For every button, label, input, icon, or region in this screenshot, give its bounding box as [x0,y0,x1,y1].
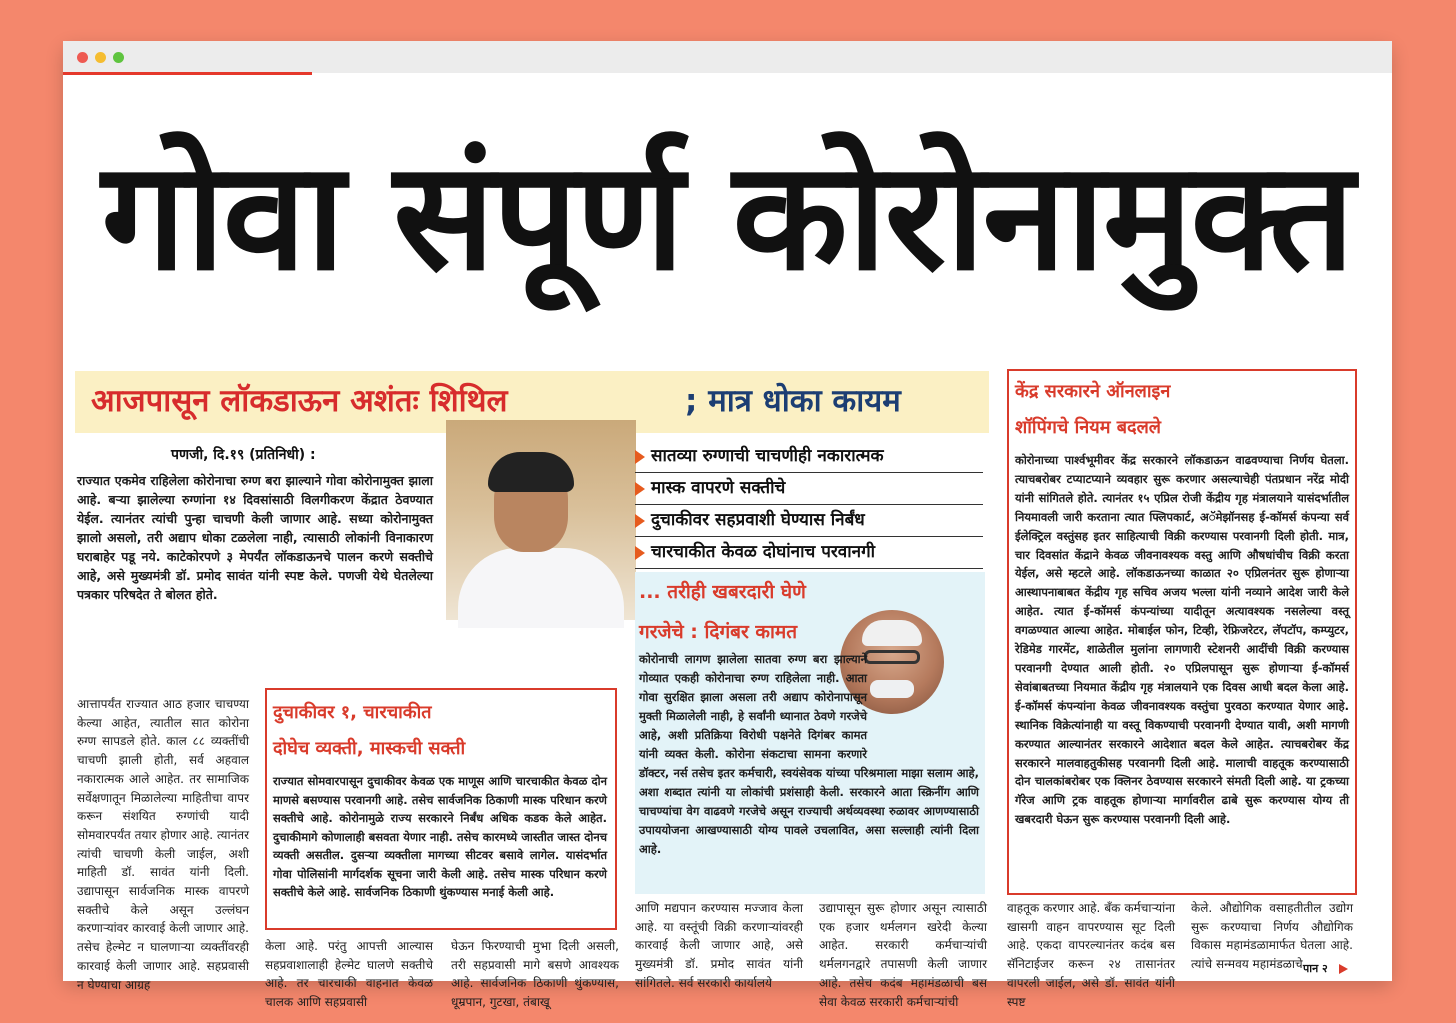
page-number: पान २ [1303,962,1328,975]
two-wheeler-title-line2: दोघेच व्यक्ती, मास्कची सक्ती [273,738,466,759]
chief-minister-photo [446,420,636,620]
arrow-right-icon [635,482,645,496]
minimize-window-icon[interactable] [95,52,106,63]
arrow-right-icon [635,514,645,528]
online-shopping-box [1007,369,1357,895]
column-2-bottom-text: केला आहे. परंतु आपत्ती आल्यास सहप्रवाशालाही हेल्मेट घालणे सक्तीचे आहे. तर चारचाकी वाहनात केवळ चालक आणि सहप्रवासी [265,939,433,1010]
highlight-item: चारचाकीत केवळ दोघांनाच परवानगी [635,537,983,569]
kamat-title-line1: ... तरीही खबरदारी घेणे [639,581,806,603]
column-5-bottom-text: उद्यापासून सुरू होणार असून त्यासाठी एक हजार थर्मलगन खरेदी केल्या आहेत. सरकारी कर्मचाऱ्यांची थर्मलगनद्वारे तपासणी केली जाणार आहे. तसेच कदंब महामंडळाची बस सेवा केवळ सरकारी कर्मचाऱ्यांची [819,901,987,1009]
column-6-bottom-text: वाहतूक करणार आहे. बँक कर्मचाऱ्यांना खासगी वाहन वापरण्यास सूट दिली आहे. एकदा वापरल्यानंतर कदंब बस सॅनिटाईजर करून २४ तासानंतर वापरली जाईल, असे डॉ. सावंत यांनी स्पष्ट [1007,901,1175,1009]
column-1-text: आत्तापर्यंत राज्यात आठ हजार चाचण्या केल्या आहेत, त्यातील सात कोरोना रुग्ण सापडले होते. काल ८८ व्यक्तींची चाचणी झाली होती, सर्व अहवाल नकारात्मक आले आहेत. तर सामाजिक सर्वेक्षणातून मिळालेल्या माहितीचा वापर करून संशयित रुग्णांची यादी सोमवारपर्यंत तयार होणार आहे. त्यानंतर त्यांची चाचणी केली जाईल, अशी माहिती डॉ. सावंत यांनी दिली. उद्यापासून सार्वजनिक मास्क वापरणे सक्तीचे केले असून उल्लंघन करणाऱ्यांवर कारवाई केली जाणार आहे. तसेच हेल्मेट न घालणाऱ्या व्यक्तींवरही कारवाई केली जाणार आहे. सहप्रवासी न घेण्याचा आग्रह [77,697,249,992]
photo-spacer [867,650,979,764]
kamat-title-line2: गरजेचे : दिगंबर कामत [639,621,798,643]
two-wheeler-title-line1: दुचाकीवर १, चारचाकीत [273,702,432,723]
online-shopping-title-line1: केंद्र सरकारने ऑनलाइन [1015,381,1171,402]
column-4-bottom-text: आणि मद्यपान करण्यास मज्जाव केला आहे. या वस्तूंची विक्री करणाऱ्यांवरही कारवाई केली जाणार आहे, असे मुख्यमंत्री डॉ. प्रमोद सावंत यांनी सांगितले. सर्व सरकारी कार्यालये [635,901,803,990]
kamat-sidebar [635,572,985,894]
arrow-right-icon [635,546,645,560]
two-wheeler-box [265,688,617,930]
page-arrow-icon [1339,964,1348,974]
dateline: पणजी, दि.१९ (प्रतिनिधी) : [171,447,316,463]
highlight-item: मास्क वापरणे सक्तीचे [635,473,983,505]
maximize-window-icon[interactable] [113,52,124,63]
highlight-item: दुचाकीवर सहप्रवाशी घेण्यास निर्बंध [635,505,983,537]
subheadline-blue: ; मात्र धोका कायम [685,383,901,419]
headline: गोवा संपूर्ण कोरोनामुक्त [101,130,1353,304]
online-shopping-title-line2: शॉपिंगचे नियम बदलले [1015,417,1161,438]
subheadline-red: आजपासून लॉकडाऊन अशंतः शिथिल [91,383,508,419]
close-window-icon[interactable] [77,52,88,63]
browser-window [63,41,1392,1010]
online-shopping-text: कोरोनाच्या पार्श्वभूमीवर केंद्र सरकारने लॉकडाऊन वाढवण्याचा निर्णय घेतला. त्याचबरोबर टप्याटप्याने व्यवहार सुरू करणार असल्याचेही पंतप्रधान नरेंद्र मोदी यांनी सांगितले होते. त्यानंतर १५ एप्रिल रोजी केंद्रीय गृह मंत्रालयाने यासंदर्भातील नियमावली जारी करताना त्यात फ्लिपकार्ट, अॅमेझॉनसह ई-कॉमर्स कंपन्या सर्व ईलेक्ट्रिल वस्तुंसह इतर साहित्याची विक्री करण्यास परवानगी दिली होती. मात्र, चार दिवसांत केंद्राने केवळ जीवनावश्यक वस्तु आणि औषधांचीच विक्री करता येईल, असे म्हटले आहे. लॉकडाऊनच्या काळात २० एप्रिलनंतर सुरू होणाऱ्या आस्थापनाबाबत केंद्रीय गृह सचिव अजय भल्ला यांनी नव्याने आदेश जारी केले आहेत. त्यात ई-कॉमर्स कंपन्यांच्या यादीतून अत्यावश्यक नसलेल्या वस्तू वगळण्यात आल्या आहेत. मोबाईल फोन, टिव्ही, रेफ्रिजरेटर, लॅपटॉप, कम्प्युटर, रेडिमेड गारमेंट, शाळेतील मुलांना लागणारी स्टेशनरी आदींची विक्री करण्यास परवानगी देण्यात आली होती. २० एप्रिलपासून सुरू होणाऱ्या ई-कॉमर्स सेवांबाबतच्या नियमात केंद्रीय गृह मंत्रालयाने एक दिवस आधी बदल केला आहे. ई-कॉमर्स कंपन्यांना केवळ जीवनावश्यक वस्तुंचा पुरवठा करण्यात येणार आहे. स्थानिक विक्रेत्यांनाही या वस्तू विकण्याची परवानगी देण्यात यावी, अशी मागणी करण्यात आल्यानंतर सरकारने आदेशात बदल केले आहेत. त्याचबरोबर केंद्र सरकारने मालवाहतुकीसह परवानगी दिली आहे. मालाची वाहतूक करण्यासाठी दोन चालकांबरोबर एक क्लिनर ठेवण्यास सरकारने संमती दिली आहे. या ट्रकच्या गॅरेज आणि ट्रक वाहतूक होणाऱ्या मार्गावरील ढाबे सुरू करण्यास योग्य ती खबरदारी घेऊन सुरू करण्यास परवानगी दिली आहे. [1015,453,1349,827]
highlights-list [635,441,983,569]
highlight-item: सातव्या रुग्णाची चाचणीही नकारात्मक [635,441,983,473]
arrow-right-icon [635,450,645,464]
newspaper-page [63,75,1392,1010]
window-titlebar [63,41,1392,73]
column-7-bottom-text: केले. औद्योगिक वसाहतीतील उद्योग सुरू करण्याचा निर्णय औद्योगिक विकास महामंडळामार्फत घेतला आहे. त्यांचे सन्मवय महामंडळाचे [1191,901,1353,972]
column-3-bottom-text: घेऊन फिरण्याची मुभा दिली असली, तरी सहप्रवासी मागे बसणे आवश्यक आहे. सार्वजनिक ठिकाणी थुंकण्यास, धूम्रपान, गुटखा, तंबाखू [451,939,619,1010]
kamat-text: कोरोनाची लागण झालेला सातवा रुग्ण बरा झाल्याने गोव्यात एकही कोरोनाचा रुग्ण राहिलेला नाही. आता गोवा सुरक्षित झाला असला तरी अद्याप कोरोनापासून मुक्ती मिळालेली नाही, हे सर्वांनी ध्यानात ठेवणे गरजेचे आहे, अशी प्रतिक्रिया विरोधी पक्षनेते दिगंबर कामत यांनी व्यक्त केली. कोरोना संकटाचा सामना करणारे डॉक्टर, नर्स तसेच इतर कर्मचारी, स्वयंसेवक यांच्या परिश्रमाला माझा सलाम आहे, अशा शब्दात त्यांनी या लोकांची प्रशंसाही केली. सरकारने आता स्क्रिनींग आणि चाचण्यांचा वेग वाढवणे गरजेचे असून राज्याची अर्थव्यवस्था रुळावर आणण्यासाठी उपाययोजना आखण्यासाठी योग्य पावले उचलावित, असा सल्लाही त्यांनी दिला आहे. [639,652,979,856]
lead-text: राज्यात एकमेव राहिलेला कोरोनाचा रुग्ण बरा झाल्याने गोवा कोरोनामुक्त झाला आहे. बऱ्या झालेल्या रुग्णांना १४ दिवसांसाठी विलगीकरण केंद्रात ठेवण्यात येईल. त्यानंतर त्यांची पुन्हा चाचणी केली जाणार आहे. सध्या कोरोनामुक्त झालो असलो, तरी अद्याप धोका टळलेला नाही, त्यासाठी लोकांनी विनाकारण घराबाहेर पडू नये. काटेकोरपणे ३ मेपर्यंत लॉकडाऊनचे पालन करणे सक्तीचे आहे, असे मुख्यमंत्री डॉ. प्रमोद सावंत यांनी स्पष्ट केले. पणजी येथे घेतलेल्या पत्रकार परिषदेत ते बोलत होते. [77,473,433,602]
two-wheeler-text: राज्यात सोमवारपासून दुचाकीवर केवळ एक माणूस आणि चारचाकीत केवळ दोन माणसे बसण्यास परवानगी आहे. तसेच सार्वजनिक ठिकाणी मास्क परिधान करणे सक्तीचे आहे. कोरोनामुळे राज्य सरकारने निर्बंध अधिक कडक केले आहेत. दुचाकीमागे कोणालाही बसवता येणार नाही. तसेच कारमध्ये जास्तीत जास्त दोनच व्यक्ती असतील. दुसऱ्या व्यक्तीला मागच्या सीटवर बसावे लागेल. यासंदर्भात गोवा पोलिसांनी मार्गदर्शक सूचना जारी केली आहे. तसेच मास्क परिधान करणे सक्तीचे केले आहे. सार्वजनिक ठिकाणी थुंकण्यास मनाई केली आहे. [273,774,607,899]
